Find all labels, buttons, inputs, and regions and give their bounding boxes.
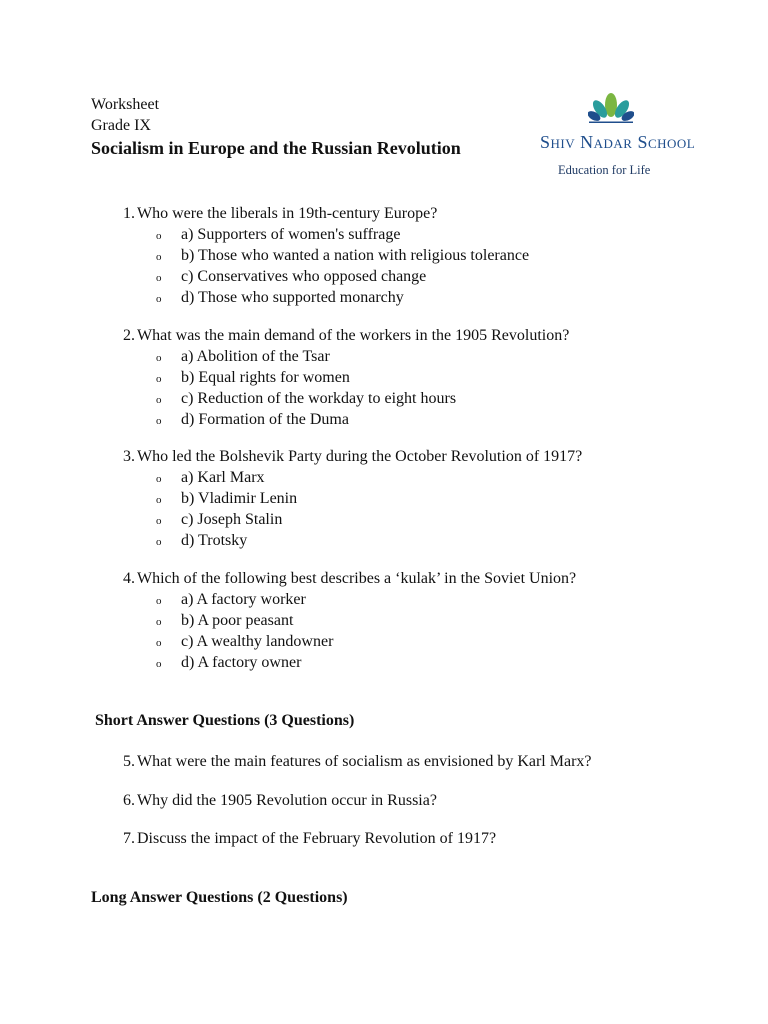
bullet-icon: o bbox=[156, 230, 162, 242]
bullet-icon: o bbox=[156, 352, 162, 364]
bullet-icon: o bbox=[156, 415, 162, 427]
bullet-icon: o bbox=[156, 658, 162, 670]
bullet-icon: o bbox=[156, 473, 162, 485]
bullet-icon: o bbox=[156, 536, 162, 548]
question-text: Who were the liberals in 19th-century Europe? bbox=[137, 205, 438, 222]
short-answer-heading: Short Answer Questions (3 Questions) bbox=[95, 712, 355, 729]
bullet-icon: o bbox=[156, 272, 162, 284]
question-3 bbox=[110, 446, 582, 551]
bullet-icon: o bbox=[156, 373, 162, 385]
school-logo bbox=[538, 92, 696, 178]
school-tagline: Education for Life bbox=[558, 163, 651, 177]
option: o b) Vladimir Lenin bbox=[156, 490, 298, 507]
bullet-icon: o bbox=[156, 494, 162, 506]
option: o a) Karl Marx bbox=[156, 469, 265, 486]
option: o b) A poor peasant bbox=[156, 612, 294, 629]
question-text: What was the main demand of the workers in the 1905 Revolution? bbox=[137, 327, 570, 344]
option: o d) Formation of the Duma bbox=[156, 411, 349, 428]
question-text: Why did the 1905 Revolution occur in Russia? bbox=[137, 792, 437, 809]
question-1 bbox=[110, 203, 529, 308]
question-number: 5. bbox=[123, 753, 135, 770]
lotus-logo-icon bbox=[588, 92, 634, 124]
question-number: 2. bbox=[123, 327, 135, 344]
page-title: Socialism in Europe and the Russian Revolution bbox=[91, 138, 461, 158]
option: o b) Those who wanted a nation with religious tolerance bbox=[156, 247, 530, 264]
bullet-icon: o bbox=[156, 595, 162, 607]
question-text: What were the main features of socialism as envisioned by Karl Marx? bbox=[137, 753, 592, 770]
question-6 bbox=[110, 790, 437, 811]
question-5 bbox=[110, 751, 592, 772]
bullet-icon: o bbox=[156, 251, 162, 263]
option: o d) Trotsky bbox=[156, 532, 248, 549]
option: o b) Equal rights for women bbox=[156, 369, 350, 386]
question-number: 1. bbox=[123, 205, 135, 222]
option: o a) Abolition of the Tsar bbox=[156, 348, 330, 365]
question-4 bbox=[110, 568, 576, 673]
option: o c) Conservatives who opposed change bbox=[156, 268, 427, 285]
question-number: 7. bbox=[123, 830, 135, 847]
option: o c) Reduction of the workday to eight hours bbox=[156, 390, 457, 407]
bullet-icon: o bbox=[156, 515, 162, 527]
option: o c) A wealthy landowner bbox=[156, 633, 334, 650]
grade-label: Grade IX bbox=[91, 117, 151, 134]
long-answer-heading: Long Answer Questions (2 Questions) bbox=[91, 889, 348, 906]
option: o d) Those who supported monarchy bbox=[156, 289, 404, 306]
bullet-icon: o bbox=[156, 616, 162, 628]
option: o d) A factory owner bbox=[156, 654, 302, 671]
school-name: Shiv Nadar School bbox=[540, 132, 696, 152]
question-2 bbox=[110, 325, 569, 430]
worksheet-header bbox=[91, 94, 461, 160]
worksheet-label: Worksheet bbox=[91, 96, 160, 113]
bullet-icon: o bbox=[156, 394, 162, 406]
question-number: 4. bbox=[123, 570, 135, 587]
question-7 bbox=[110, 828, 496, 849]
option: o a) A factory worker bbox=[156, 591, 306, 608]
option: o a) Supporters of women's suffrage bbox=[156, 226, 401, 243]
question-number: 3. bbox=[123, 448, 135, 465]
bullet-icon: o bbox=[156, 637, 162, 649]
question-text: Which of the following best describes a ‘kulak’ in the Soviet Union? bbox=[137, 570, 577, 587]
bullet-icon: o bbox=[156, 293, 162, 305]
question-number: 6. bbox=[123, 792, 135, 809]
option: o c) Joseph Stalin bbox=[156, 511, 283, 528]
question-text: Discuss the impact of the February Revolution of 1917? bbox=[137, 830, 497, 847]
question-text: Who led the Bolshevik Party during the October Revolution of 1917? bbox=[137, 448, 583, 465]
